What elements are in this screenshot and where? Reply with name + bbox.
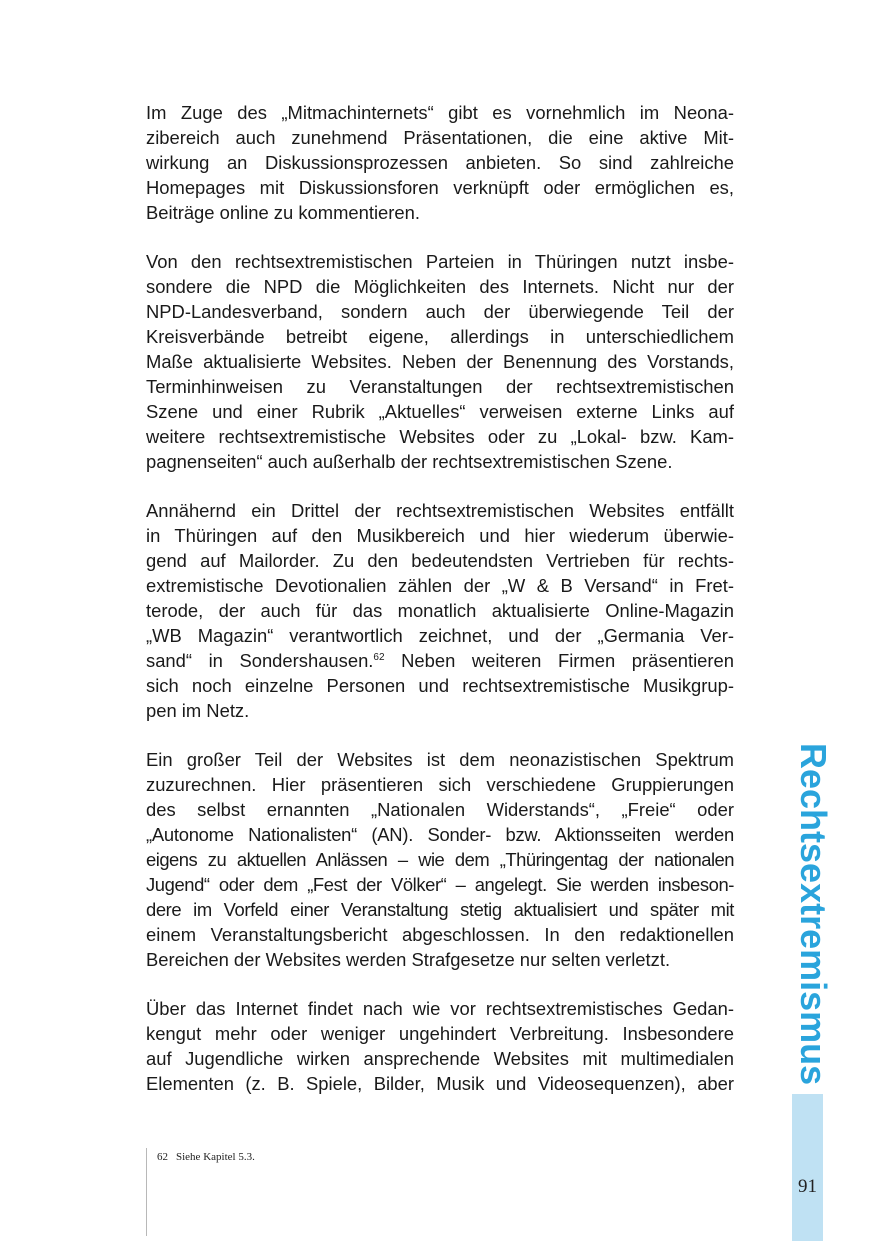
footnote-number: 62 — [157, 1151, 168, 1163]
chapter-side-title: Rechtsextremismus — [793, 743, 834, 1086]
text-line: Szene und einer Rubrik „Aktuelles“ verweisen externe Links auf — [146, 401, 734, 422]
text-line: weitere rechtsextremistische Websites oder zu „Lokal- bzw. Kam- — [146, 426, 734, 447]
text-fragment: sand“ in Sondershausen. — [146, 650, 374, 671]
text-line: Homepages mit Diskussionsforen verknüpft oder ermöglichen es, — [146, 177, 734, 198]
text-line: dere im Vorfeld einer Veranstaltung stetig aktualisiert und später mit — [146, 899, 734, 920]
text-fragment: Neben weiteren Firmen präsentieren — [384, 650, 734, 671]
text-line: Bereichen der Websites werden Strafgesetze nur selten verletzt. — [146, 949, 671, 970]
text-line: wirkung an Diskussionsprozessen anbieten. So sind zahlreiche — [146, 152, 734, 173]
footnote-ref[interactable]: 62 — [373, 652, 385, 663]
footnote — [157, 1151, 255, 1163]
paragraph-1 — [146, 100, 734, 225]
text-line: terode, der auch für das monatlich aktualisierte Online-Magazin — [146, 600, 734, 621]
text-line: Über das Internet findet nach wie vor rechtsextremistisches Gedan- — [146, 998, 734, 1019]
footnote-divider — [146, 1148, 147, 1236]
text-line: Jugend“ oder dem „Fest der Völker“ – angelegt. Sie werden insbeson- — [146, 874, 734, 895]
text-line: Ein großer Teil der Websites ist dem neonazistischen Spektrum — [146, 749, 734, 770]
text-line: Maße aktualisierte Websites. Neben der Benennung des Vorstands, — [146, 351, 734, 372]
text-line: eigens zu aktuellen Anlässen – wie dem „Thüringentag der nationalen — [146, 849, 734, 870]
text-line: des selbst ernannten „Nationalen Widerstands“, „Freie“ oder — [146, 799, 734, 820]
paragraph-3 — [146, 498, 734, 723]
text-line: zuzurechnen. Hier präsentieren sich verschiedene Gruppierungen — [146, 774, 734, 795]
text-line: Beiträge online zu kommentieren. — [146, 202, 420, 223]
paragraph-5 — [146, 996, 734, 1096]
page-tab — [792, 1094, 823, 1241]
text-line: zibereich auch zunehmend Präsentationen, die eine aktive Mit- — [146, 127, 734, 148]
text-line: Terminhinweisen zu Veranstaltungen der rechtsextremistischen — [146, 376, 734, 397]
page-number: 91 — [798, 1176, 817, 1197]
text-line: gend auf Mailorder. Zu den bedeutendsten Vertrieben für rechts- — [146, 550, 734, 571]
text-line: sich noch einzelne Personen und rechtsextremistische Musikgrup- — [146, 675, 734, 696]
text-line: „Autonome Nationalisten“ (AN). Sonder- bzw. Aktionsseiten werden — [146, 824, 734, 845]
text-line: pen im Netz. — [146, 700, 250, 721]
footnote-text: Siehe Kapitel 5.3. — [176, 1151, 255, 1163]
paragraph-2 — [146, 249, 734, 474]
text-line: sondere die NPD die Möglichkeiten des Internets. Nicht nur der — [146, 276, 734, 297]
text-line — [146, 648, 734, 673]
text-line: Im Zuge des „Mitmachinternets“ gibt es vornehmlich im Neona- — [146, 102, 734, 123]
text-line: extremistische Devotionalien zählen der „W & B Versand“ in Fret- — [146, 575, 734, 596]
paragraph-4 — [146, 747, 734, 972]
text-line: Elementen (z. B. Spiele, Bilder, Musik und Videosequenzen), aber — [146, 1073, 734, 1094]
text-line: auf Jugendliche wirken ansprechende Websites mit multimedialen — [146, 1048, 734, 1069]
text-line: Kreisverbände betreibt eigene, allerdings in unterschiedlichem — [146, 326, 734, 347]
text-line: Annähernd ein Drittel der rechtsextremistischen Websites entfällt — [146, 500, 734, 521]
text-line: NPD-Landesverband, sondern auch der überwiegende Teil der — [146, 301, 734, 322]
text-line: pagnenseiten“ auch außerhalb der rechtsextremistischen Szene. — [146, 451, 673, 472]
text-line: Von den rechtsextremistischen Parteien in Thüringen nutzt insbe- — [146, 251, 734, 272]
text-line: in Thüringen auf den Musikbereich und hier wiederum überwie- — [146, 525, 734, 546]
text-line: einem Veranstaltungsbericht abgeschlossen. In den redaktionellen — [146, 924, 734, 945]
text-line: kengut mehr oder weniger ungehindert Verbreitung. Insbesondere — [146, 1023, 734, 1044]
text-line: „WB Magazin“ verantwortlich zeichnet, und der „Germania Ver- — [146, 625, 734, 646]
